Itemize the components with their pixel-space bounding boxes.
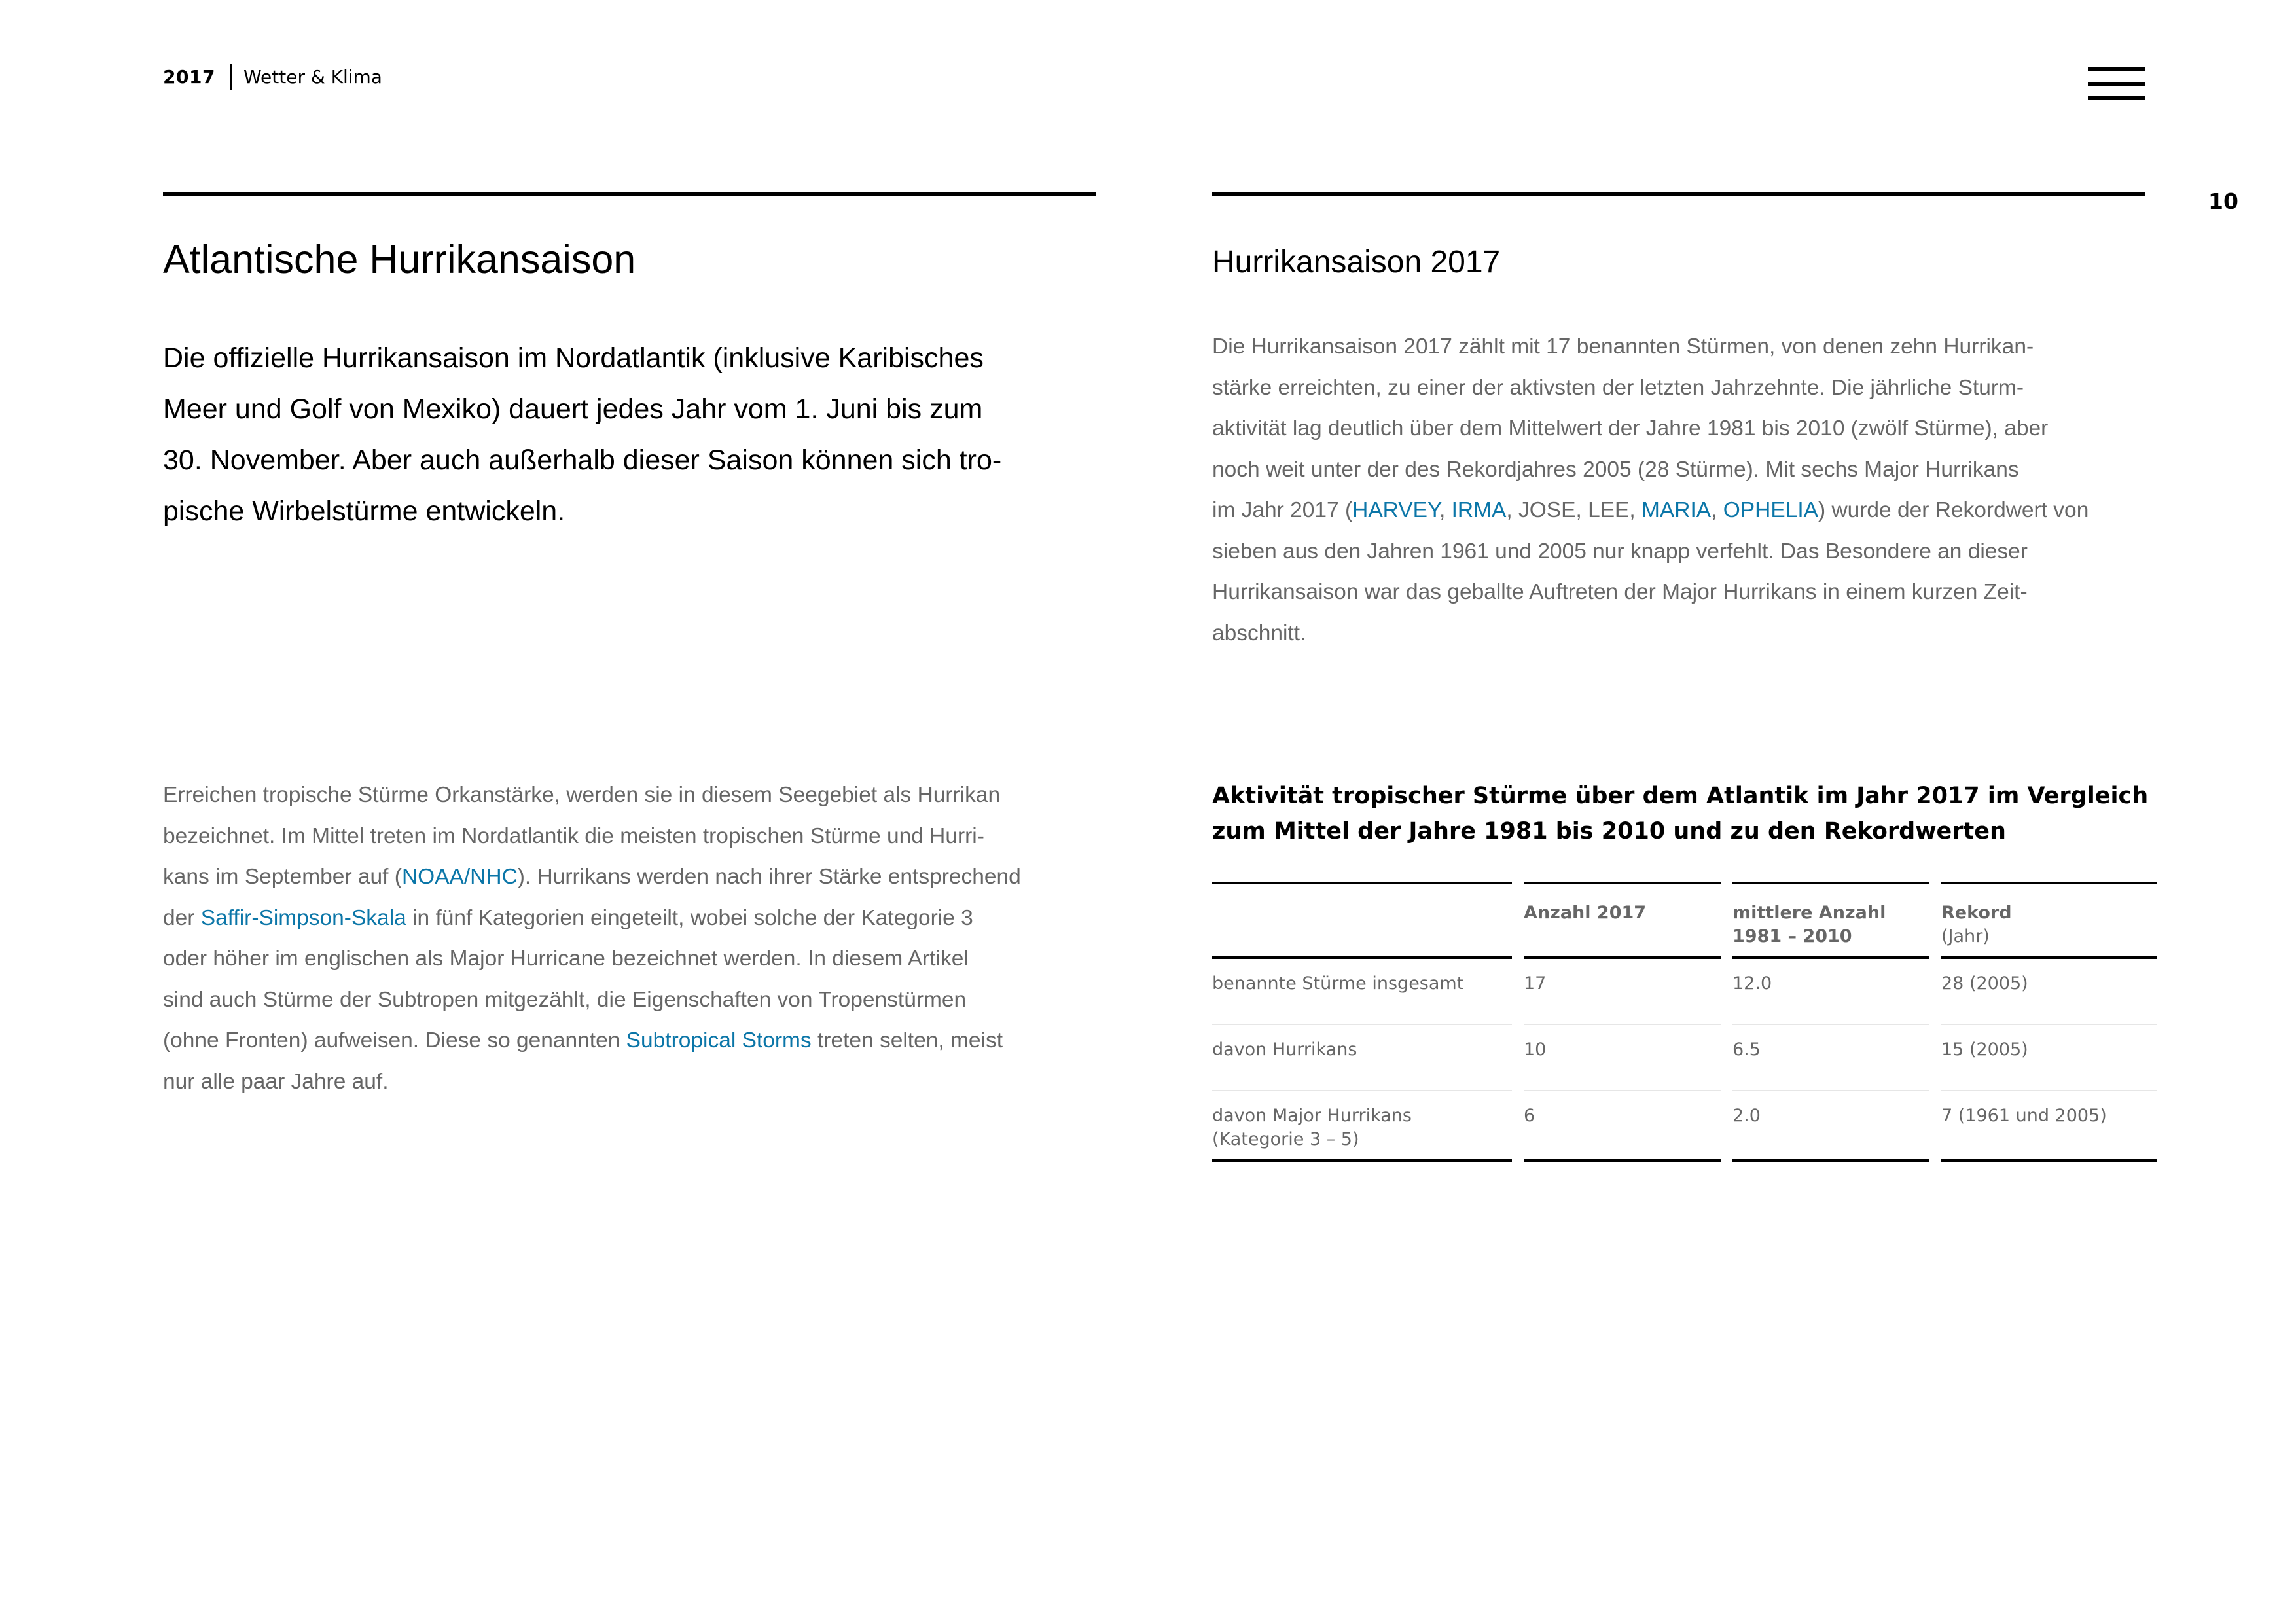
cell-mean: 12.0 <box>1732 959 1929 1025</box>
lead-line: Meer und Golf von Mexiko) dauert jedes Jahr vom 1. Juni bis zum <box>163 393 983 425</box>
page-number: 10 <box>2208 189 2238 214</box>
text-line: noch weit unter der des Rekordjahres 2005 (28 Stürme). Mit sechs Major Hurrikans <box>1212 457 2019 482</box>
left-body-paragraph <box>163 775 1112 1102</box>
row-label <box>1212 1091 1512 1162</box>
cell-count-2017: 6 <box>1524 1091 1721 1162</box>
text-line <box>163 1020 1112 1062</box>
irma-link[interactable]: IRMA <box>1451 498 1507 522</box>
row-label-line: davon Major Hurrikans <box>1212 1106 1412 1126</box>
text-line: stärke erreichten, zu einer der aktivsten der letzten Jahrzehnte. Die jährliche Sturm- <box>1212 375 2024 400</box>
text-line: sind auch Stürme der Subtropen mitgezählt, die Eigenschaften von Tropenstürmen <box>163 987 967 1012</box>
lead-line: Die offizielle Hurrikansaison im Nordatlantik (inklusive Karibisches <box>163 342 984 374</box>
text-line: Die Hurrikansaison 2017 zählt mit 17 benannten Stürmen, von denen zehn Hurrikan- <box>1212 334 2034 359</box>
header-divider <box>230 64 232 90</box>
lead-line: pische Wirbelstürme entwickeln. <box>163 496 565 527</box>
cell-count-2017: 17 <box>1524 959 1721 1025</box>
text-line <box>163 898 1112 939</box>
caption-line: zum Mittel der Jahre 1981 bis 2010 und zu den Rekordwerten <box>1212 818 2006 844</box>
caption-line: Aktivität tropischer Stürme über dem Atlantik im Jahr 2017 im Vergleich <box>1212 783 2149 809</box>
row-label-line: (Kategorie 3 – 5) <box>1212 1129 1359 1149</box>
ophelia-link[interactable]: OPHELIA <box>1723 498 1818 522</box>
text-line: nur alle paar Jahre auf. <box>163 1069 389 1094</box>
cell-record: 15 (2005) <box>1941 1025 2157 1091</box>
column-header-mean <box>1732 882 1929 959</box>
header-subline: (Jahr) <box>1941 926 1990 947</box>
text-line <box>163 857 1112 898</box>
left-top-rule <box>163 192 1096 196</box>
column-header-record <box>1941 882 2157 959</box>
cell-record: 7 (1961 und 2005) <box>1941 1091 2157 1162</box>
text-run: in fünf Kategorien eingeteilt, wobei solche der Kategorie 3 <box>406 905 973 930</box>
table-caption <box>1212 778 2155 849</box>
text-run: , <box>1439 498 1452 522</box>
cell-count-2017: 10 <box>1524 1025 1721 1091</box>
header-line: 1981 – 2010 <box>1732 926 1852 947</box>
cell-record: 28 (2005) <box>1941 959 2157 1025</box>
column-header-label <box>1212 882 1512 959</box>
header-line: mittlere Anzahl <box>1732 903 1886 923</box>
text-run: , <box>1711 498 1723 522</box>
text-run: im Jahr 2017 ( <box>1212 498 1353 522</box>
saffir-simpson-link[interactable]: Saffir-Simpson-Skala <box>200 905 406 930</box>
row-label: davon Hurrikans <box>1212 1025 1512 1091</box>
right-body-paragraph <box>1212 327 2155 654</box>
text-run: treten selten, meist <box>811 1028 1003 1053</box>
text-run: (ohne Fronten) aufweisen. Diese so genannten <box>163 1028 626 1053</box>
lead-line: 30. November. Aber auch außerhalb dieser Saison können sich tro- <box>163 444 1002 476</box>
text-line: aktivität lag deutlich über dem Mittelwert der Jahre 1981 bis 2010 (zwölf Stürme), aber <box>1212 416 2049 441</box>
table-row <box>1212 959 2157 1025</box>
subtropical-storms-link[interactable]: Subtropical Storms <box>626 1028 812 1053</box>
column-header-count-2017: Anzahl 2017 <box>1524 882 1721 959</box>
header-section-title: Wetter & Klima <box>243 66 382 88</box>
text-line <box>1212 490 2155 532</box>
text-line: bezeichnet. Im Mittel treten im Nordatlantik die meisten tropischen Stürme und Hurri- <box>163 823 984 848</box>
harvey-link[interactable]: HARVEY <box>1352 498 1439 522</box>
table-row <box>1212 1025 2157 1091</box>
table-header-row <box>1212 882 2157 959</box>
maria-link[interactable]: MARIA <box>1641 498 1712 522</box>
cell-mean: 6.5 <box>1732 1025 1929 1091</box>
right-top-rule <box>1212 192 2145 196</box>
text-line: abschnitt. <box>1212 621 1306 645</box>
text-run: ) wurde der Rekordwert von <box>1818 498 2089 522</box>
text-line: oder höher im englischen als Major Hurricane bezeichnet werden. In diesem Artikel <box>163 947 969 971</box>
row-label: benannte Stürme insgesamt <box>1212 959 1512 1025</box>
noaa-nhc-link[interactable]: NOAA/NHC <box>401 865 518 889</box>
text-run: der <box>163 905 201 930</box>
article-title: Atlantische Hurrikansaison <box>163 237 636 281</box>
storm-activity-table <box>1200 882 2169 1162</box>
text-line: Erreichen tropische Stürme Orkanstärke, werden sie in diesem Seegebiet als Hurrikan <box>163 783 1001 807</box>
text-line: Hurrikansaison war das geballte Auftreten der Major Hurrikans in einem kurzen Zeit- <box>1212 580 2028 604</box>
cell-mean: 2.0 <box>1732 1091 1929 1162</box>
text-run: kans im September auf ( <box>163 865 402 889</box>
text-run: , JOSE, LEE, <box>1506 498 1642 522</box>
hamburger-menu-icon[interactable] <box>2088 67 2145 100</box>
text-run: ). Hurrikans werden nach ihrer Stärke entsprechend <box>517 865 1021 889</box>
header-year: 2017 <box>163 66 215 88</box>
table-row <box>1212 1091 2157 1162</box>
header-line: Rekord <box>1941 903 2012 923</box>
lead-paragraph <box>163 333 1105 537</box>
section-title: Hurrikansaison 2017 <box>1212 245 1501 280</box>
text-line: sieben aus den Jahren 1961 und 2005 nur knapp verfehlt. Das Besondere an dieser <box>1212 539 2028 564</box>
